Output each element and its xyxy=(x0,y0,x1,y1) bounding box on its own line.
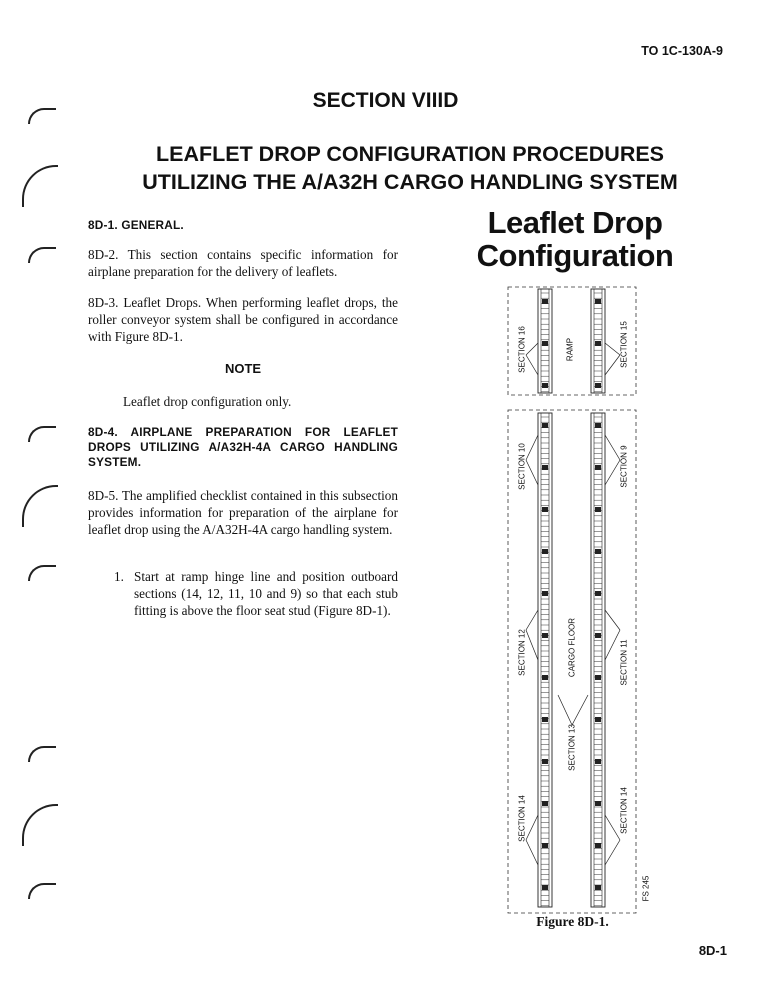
figure-caption: Figure 8D-1. xyxy=(536,914,609,929)
document-id: TO 1C-130A-9 xyxy=(641,44,723,58)
figure-title xyxy=(460,206,690,272)
figure-title-line-2: Configuration xyxy=(476,238,674,273)
binder-mark xyxy=(22,485,58,527)
label-section-16: SECTION 16 xyxy=(517,326,527,373)
step-number: 1. xyxy=(114,569,124,584)
binder-mark xyxy=(28,426,56,442)
label-section-13: SECTION 13 xyxy=(567,724,577,771)
note-text: Leaflet drop configuration only. xyxy=(123,394,292,409)
paragraph-heading-general: 8D-1. GENERAL. xyxy=(88,218,184,232)
chapter-title-line-1: LEAFLET DROP CONFIGURATION PROCEDURES xyxy=(155,142,665,166)
binder-mark xyxy=(22,165,58,207)
label-ramp: RAMP xyxy=(565,337,575,362)
label-section-14-right: SECTION 14 xyxy=(619,787,629,834)
paragraph-8d-2: 8D-2. This section contains specific information for airplane preparation for the delivery of leaflets. xyxy=(88,247,398,279)
binder-mark xyxy=(28,883,56,899)
binder-mark xyxy=(28,746,56,762)
rail-section-15 xyxy=(591,289,605,393)
label-section-12: SECTION 12 xyxy=(517,629,527,676)
step-text: Start at ramp hinge line and position outboard sections (14, 12, 11, 10 and 9) so that each stub fitting is above the floor seat stud (Figure 8D-1). xyxy=(134,569,398,618)
roller-conveyors xyxy=(538,289,605,907)
label-section-11: SECTION 11 xyxy=(619,639,629,686)
binder-mark xyxy=(28,565,56,581)
label-section-9: SECTION 9 xyxy=(619,445,629,488)
section-title: SECTION VIIID xyxy=(312,89,459,112)
label-section-14-left: SECTION 14 xyxy=(517,795,527,842)
label-section-15: SECTION 15 xyxy=(619,321,629,368)
rail-section-16 xyxy=(538,289,552,393)
paragraph-8d-3: 8D-3. Leaflet Drops. When performing leaflet drops, the roller conveyor system shall be configured in accordance with Figure 8D-1. xyxy=(88,295,398,344)
binder-mark xyxy=(28,247,56,263)
binder-mark xyxy=(22,804,58,846)
chapter-title-line-2: UTILIZING THE A/A32H CARGO HANDLING SYSTEM xyxy=(142,170,678,194)
rail-left-cargo xyxy=(538,413,552,907)
label-fuselage-station: FS 245 xyxy=(641,875,651,902)
chapter-title xyxy=(60,140,760,196)
rail-right-cargo xyxy=(591,413,605,907)
label-cargo-floor: CARGO FLOOR xyxy=(567,617,577,678)
page-number: 8D-1 xyxy=(698,943,727,958)
paragraph-heading-preparation: 8D-4. AIRPLANE PREPARATION FOR LEAFLET DROPS UTILIZING A/A32H-4A CARGO HANDLING SYSTEM. xyxy=(88,425,398,469)
paragraph-8d-5: 8D-5. The amplified checklist contained in this subsection provides information for preparation of the airplane for leaflet drop using the A/A32H-4A cargo handling system. xyxy=(88,488,398,537)
note-label: NOTE xyxy=(224,361,262,376)
label-leader-lines xyxy=(526,343,620,865)
label-section-10: SECTION 10 xyxy=(517,443,527,490)
figure-title-line-1: Leaflet Drop xyxy=(487,205,663,240)
